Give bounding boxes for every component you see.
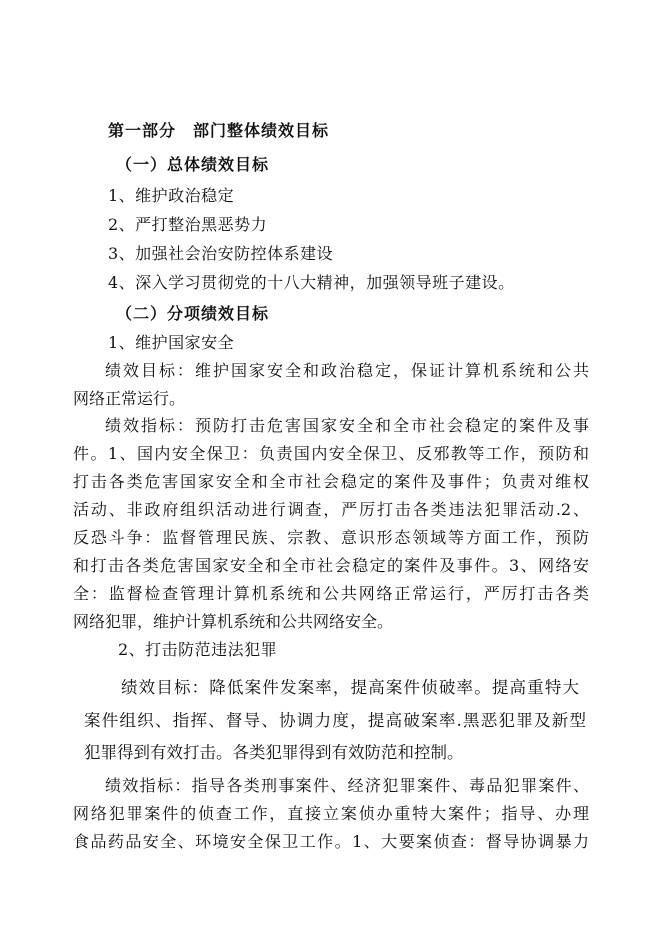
item2-indicator-line: 绩效指标：指导各类刑事案件、经济犯罪案件、毒品犯罪案件、 (105, 776, 589, 795)
overall-goal-2: 2、严打整治黑恶势力 (108, 215, 268, 234)
overall-goal-4: 4、深入学习贯彻党的十八大精神，加强领导班子建设。 (108, 273, 515, 292)
section-title-itemized: （二）分项绩效目标 (116, 304, 270, 323)
overall-goal-1: 1、维护政治稳定 (108, 186, 235, 205)
item1-indicator-line: 打击各类危害国家安全和全市社会稳定的案件及事件；负责对维权 (73, 472, 589, 491)
item2-indicator-line: 食品药品安全、环境安全保卫工作。1、大要案侦查：督导协调暴力 (73, 832, 589, 851)
item1-indicator-line: 绩效指标：预防打击危害国家安全和全市社会稳定的案件及事 (105, 416, 589, 435)
item1-indicator-line: 网络犯罪，维护计算机系统和公共网络安全。 (73, 612, 394, 631)
section-title-overall: （一）总体绩效目标 (116, 155, 270, 174)
item2-goal-line: 犯罪得到有效打击。各类犯罪得到有效防范和控制。 (84, 743, 464, 762)
part-heading: 第一部分 部门整体绩效目标 (108, 121, 330, 140)
item2-title: 2、打击防范违法犯罪 (118, 640, 278, 659)
item1-indicator-line: 和打击各类危害国家安全和全市社会稳定的案件及事件。3、网络安 (73, 556, 589, 575)
item2-goal-line: 案件组织、指挥、督导、协调力度，提高破案率.黑恶犯罪及新型 (84, 711, 586, 730)
item1-indicator-line: 件。1、国内安全保卫：负责国内安全保卫、反邪教等工作，预防和 (73, 444, 589, 463)
item1-indicator-line: 全：监督检查管理计算机系统和公共网络正常运行，严厉打击各类 (73, 584, 589, 603)
item1-goal-line: 网络正常运行。 (73, 389, 186, 408)
item1-indicator-line: 活动、非政府组织活动进行调查，严厉打击各类违法犯罪活动.2、 (73, 500, 589, 519)
item1-goal-line: 绩效目标：维护国家安全和政治稳定，保证计算机系统和公共 (105, 361, 589, 380)
item1-indicator-line: 反恐斗争：监督管理民族、宗教、意识形态领域等方面工作，预防 (73, 528, 589, 547)
item2-indicator-line: 网络犯罪案件的侦查工作，直接立案侦办重特大案件；指导、办理 (73, 804, 589, 823)
overall-goal-3: 3、加强社会治安防控体系建设 (108, 244, 334, 263)
item1-title: 1、维护国家安全 (108, 333, 235, 352)
item2-goal-line: 绩效目标：降低案件发案率，提高案件侦破率。提高重特大 (121, 678, 579, 697)
